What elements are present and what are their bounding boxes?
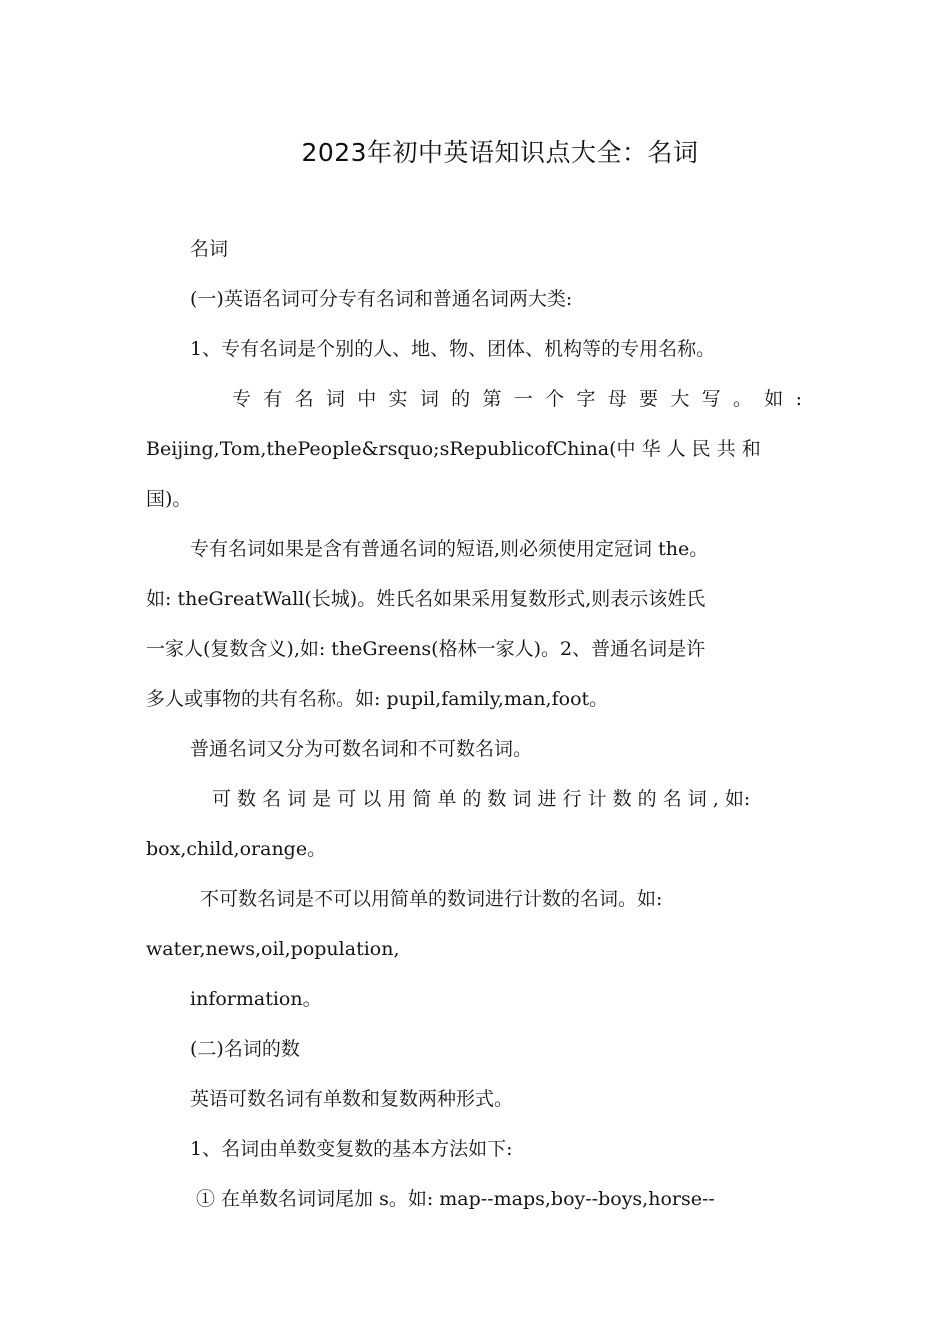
text-line: (一)英语名词可分专有名词和普通名词两大类: — [190, 288, 573, 310]
text-line: 英语可数名词有单数和复数两种形式。 — [190, 1088, 514, 1110]
text-line: 普通名词又分为可数名词和不可数名词。 — [190, 738, 533, 760]
text-line: Beijing,Tom,thePeople&rsquo;sRepublicofChina(中 华 人 民 共 和 — [146, 438, 761, 460]
text-line: water,news,oil,population, — [146, 938, 400, 960]
text-line: ① 在单数名词词尾加 s。如: map--maps,boy--boys,horse-- — [196, 1188, 715, 1210]
text-line: 一家人(复数含义),如: theGreens(格林一家人)。2、普通名词是许 — [146, 638, 706, 660]
text-line: 如: theGreatWall(长城)。姓氏名如果采用复数形式,则表示该姓氏 — [146, 588, 706, 610]
text-line: 专有名词如果是含有普通名词的短语,则必须使用定冠词 the。 — [190, 538, 709, 560]
text-line: box,child,orange。 — [146, 838, 327, 860]
text-line: 可 数 名 词 是 可 以 用 简 单 的 数 词 进 行 计 数 的 名 词 , 如: — [212, 788, 751, 810]
text-line: 国)。 — [146, 488, 192, 510]
text-line: 不可数名词是不可以用简单的数词进行计数的名词。如: — [200, 888, 663, 910]
text-line: information。 — [190, 988, 322, 1010]
text-line: 专 有 名 词 中 实 词 的 第 一 个 字 母 要 大 写 。 如 : — [232, 388, 802, 410]
text-line: 1、名词由单数变复数的基本方法如下: — [190, 1138, 513, 1160]
page-title: 2023年初中英语知识点大全：名词 — [301, 138, 699, 167]
text-line: (二)名词的数 — [190, 1038, 300, 1060]
text-line: 名词 — [190, 238, 229, 260]
text-line: 1、专有名词是个别的人、地、物、团体、机构等的专用名称。 — [190, 338, 716, 360]
text-line: 多人或事物的共有名称。如: pupil,family,man,foot。 — [146, 688, 609, 710]
